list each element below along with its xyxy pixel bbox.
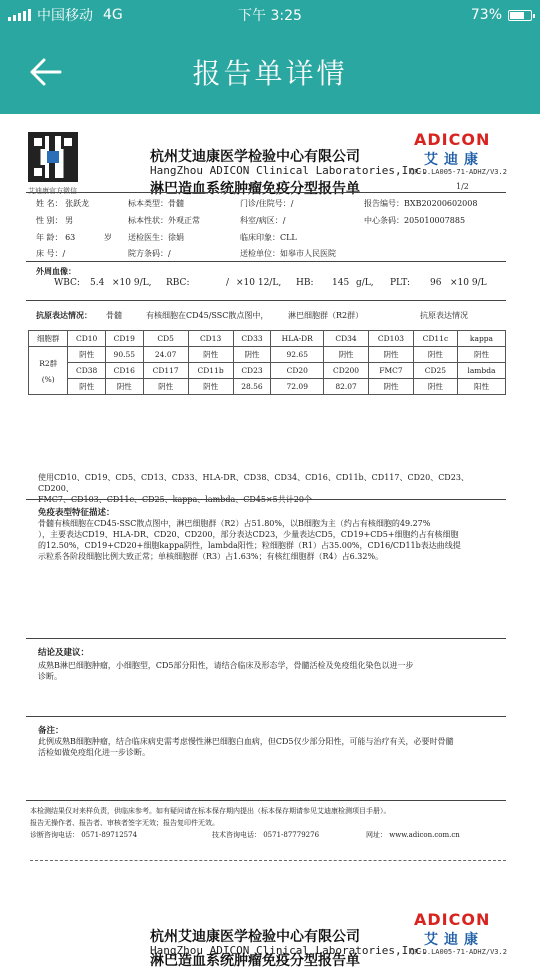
clock: 下午 3:25 <box>238 8 302 24</box>
website: 网址： www.adicon.com.cn <box>366 831 460 839</box>
plt-value: 96 <box>430 278 442 288</box>
table-cell: kappa <box>457 331 505 347</box>
back-arrow-icon[interactable] <box>26 54 66 90</box>
table-cell: 阴性 <box>369 379 414 395</box>
hb-value: 145 <box>332 278 350 288</box>
lab-name-en: HangZhou ADICON Clinical Laboratories,Inc. <box>150 164 429 177</box>
group-label: R2群 <box>39 358 58 368</box>
antigen-heading: 抗原表达情况： <box>36 310 92 320</box>
note-line: 此例成熟B细胞肿瘤，结合临床病史需考虑慢性淋巴细胞白血病，但CD5仅少部分阳性，可能与治疗有关，必要时骨髓 <box>38 737 454 746</box>
table-cell: 24.07 <box>143 347 188 363</box>
antigen-group: 淋巴细胞群（R2群） <box>288 311 364 320</box>
hb-unit: g/L, <box>356 278 374 288</box>
group-cell <box>29 347 68 395</box>
page-title: 报告单详情 <box>192 57 348 90</box>
table-cell: 阴性 <box>413 347 457 363</box>
center-barcode: 205010007885 <box>404 216 466 225</box>
table-cell: CD10 <box>68 331 106 347</box>
status-bar <box>0 0 540 30</box>
immuno-line: ），主要表达CD19、HLA-DR、CD20、CD200，部分表达CD23，少量表达CD5，CD19+CD5+细胞约占有核细胞 <box>38 530 459 539</box>
field-label: 中心条码： <box>364 216 404 225</box>
note-heading: 备注： <box>38 726 64 736</box>
table-cell: 72.09 <box>271 379 324 395</box>
p2-logo-en: ADICON <box>414 910 491 929</box>
diag-phone: 诊断咨询电话： 0571-89712574 <box>30 831 138 839</box>
report-title: 淋巴造血系统肿瘤免疫分型报告单 <box>150 181 360 197</box>
table-row <box>29 347 506 363</box>
table-cell: 阴性 <box>188 379 233 395</box>
patient-age: 63 <box>65 233 76 242</box>
table-cell: 阴性 <box>457 347 505 363</box>
logo-cn: 艾迪康 <box>424 152 484 168</box>
table-cell: CD117 <box>143 363 188 379</box>
battery-percent: 73% <box>470 7 502 23</box>
blood-heading: 外周血像： <box>36 266 76 276</box>
nav-bar <box>0 30 540 114</box>
table-row <box>29 331 506 347</box>
qr-code-icon <box>28 132 78 182</box>
hospital-barcode: / <box>168 249 171 258</box>
wbc-value: 5.4 <box>90 278 105 288</box>
table-cell: CD11b <box>188 363 233 379</box>
ward: / <box>282 216 286 225</box>
table-cell: 92.65 <box>271 347 324 363</box>
patient-sex: 男 <box>65 216 74 225</box>
wbc-unit: ×10 9/L, <box>112 278 152 288</box>
markers-line: FMC7、CD103、CD11c、CD25、kappa、lambda、CD45×5共计20个 <box>38 495 312 504</box>
wbc-label: WBC: <box>54 278 80 288</box>
table-cell: HLA-DR <box>271 331 324 347</box>
table-cell: 阴性 <box>105 379 143 395</box>
field-label: 临床印象： <box>240 233 280 242</box>
immuno-line: 骨髓有核细胞在CD45-SSC散点图中，淋巴细胞群（R2）占51.80%，以B细胞为主（约占有核细胞的49.27% <box>38 519 431 528</box>
table-cell: CD34 <box>324 331 369 347</box>
table-cell: CD16 <box>105 363 143 379</box>
conclusion-text <box>38 660 494 682</box>
conclusion-line: 成熟B淋巴细胞肿瘤，小细胞型，CD5部分阳性，请结合临床及形态学，骨髓活检及免疫组化染色以进一步 <box>38 661 414 670</box>
plt-label: PLT: <box>390 278 411 288</box>
adicon-logo <box>414 130 496 169</box>
disclaimer: 本检测结果仅对来样负责，供临床参考。如有疑问请在标本保存期内提出（标本保存期请参见艾迪康检测项目手册）。 <box>30 807 391 815</box>
note-line: 活检如做免疫组化进一步诊断。 <box>38 748 150 757</box>
clinical-impression: CLL <box>280 233 297 242</box>
field-label: 送检单位： <box>240 249 280 258</box>
specimen-type: 骨髓 <box>168 199 184 208</box>
field-label: 姓 名： <box>36 199 63 208</box>
table-cell: CD5 <box>143 331 188 347</box>
conclusion-line: 诊断。 <box>38 672 62 681</box>
table-cell: CD103 <box>369 331 414 347</box>
outpatient-no: / <box>290 199 294 208</box>
p2-adicon-logo <box>414 910 496 949</box>
field-label: 标本性状： <box>128 216 168 225</box>
signer-note: 报告无操作者、报告者、审核者签字无效；报告复印件无效。 <box>30 819 219 827</box>
immuno-desc <box>38 518 494 562</box>
p2-lab-name-cn: 杭州艾迪康医学检验中心有限公司 <box>150 929 360 945</box>
field-label: 性 别： <box>36 216 63 225</box>
p2-report-title: 淋巴造血系统肿瘤免疫分型报告单 <box>150 953 360 969</box>
antigen-desc: 有核细胞在CD45/SSC散点图中， <box>146 311 269 320</box>
table-cell: 阴性 <box>143 379 188 395</box>
blood-values <box>26 272 506 294</box>
p2-logo-cn: 艾迪康 <box>424 932 484 948</box>
patient-name: 张跃龙 <box>65 199 90 208</box>
table-row <box>29 363 506 379</box>
rbc-value: / <box>226 278 230 288</box>
table-cell: 阴性 <box>324 347 369 363</box>
table-row <box>29 379 506 395</box>
table-cell: FMC7 <box>369 363 414 379</box>
field-label: 报告编号： <box>364 199 404 208</box>
table-cell: CD25 <box>413 363 457 379</box>
hospital: 如皋市人民医院 <box>280 249 336 258</box>
table-cell: 细胞群 <box>29 331 68 347</box>
table-cell: CD20 <box>271 363 324 379</box>
field-label: 院方条码： <box>128 249 168 258</box>
table-cell: CD33 <box>233 331 271 347</box>
immuno-line: 示粒系各阶段细胞比例大致正常；单核细胞群（R3）占1.63%；有核红细胞群（R4）占6.32%。 <box>38 552 384 561</box>
page-number: 1/2 <box>456 182 469 191</box>
rbc-label: RBC: <box>166 278 190 288</box>
form-code: QR-D.LA005-71-ADHZ/V3.2 <box>410 168 507 176</box>
immuno-heading: 免疫表型特征描述： <box>38 508 115 518</box>
table-cell: CD19 <box>105 331 143 347</box>
table-cell: 阴性 <box>369 347 414 363</box>
battery-icon <box>508 10 532 21</box>
table-cell: lambda <box>457 363 505 379</box>
markers-line: 使用CD10、CD19、CD5、CD13、CD33、HLA-DR、CD38、CD34、CD16、CD11b、CD117、CD20、CD23、CD200、 <box>38 473 469 493</box>
table-cell: 阳性 <box>457 379 505 395</box>
hb-label: HB: <box>296 278 314 288</box>
table-cell: CD200 <box>324 363 369 379</box>
specimen-state: 外观正常 <box>168 216 200 225</box>
network-type: 4G <box>103 7 123 23</box>
table-cell: 阴性 <box>68 379 106 395</box>
immuno-line: 的12.50%，CD19+CD20+细胞kappa阴性，lambda阳性；粒细胞群（R1）占35.00%，CD16/CD11b表达曲线提 <box>38 541 461 550</box>
table-cell: 阴性 <box>413 379 457 395</box>
table-cell: CD11c <box>413 331 457 347</box>
table-cell: CD38 <box>68 363 106 379</box>
logo-en: ADICON <box>414 130 491 149</box>
carrier-name: 中国移动 <box>37 8 93 24</box>
plt-unit: ×10 9/L <box>450 278 487 288</box>
rbc-unit: ×10 12/L, <box>236 278 282 288</box>
table-cell: 阴性 <box>188 347 233 363</box>
table-cell: CD23 <box>233 363 271 379</box>
antigen-specimen: 骨髓 <box>106 311 122 320</box>
table-cell: 28.56 <box>233 379 271 395</box>
field-label: 门诊/住院号： <box>240 199 291 208</box>
signal-icon <box>8 9 31 21</box>
doctor: 徐娟 <box>168 233 184 242</box>
conclusion-heading: 结论及建议： <box>38 648 90 658</box>
field-label: 科室/病区： <box>240 216 283 225</box>
field-label: 送检医生： <box>128 233 168 242</box>
table-cell: 90.55 <box>105 347 143 363</box>
table-cell: 阴性 <box>68 347 106 363</box>
age-unit: 岁 <box>104 233 112 242</box>
p2-form-code: QR-D.LA005-71-ADHZ/V3.2 <box>410 948 507 956</box>
note-text <box>38 736 494 758</box>
lab-name-cn: 杭州艾迪康医学检验中心有限公司 <box>150 149 360 165</box>
report-document[interactable] <box>0 114 540 969</box>
table-cell: CD13 <box>188 331 233 347</box>
antigen-table <box>28 330 506 395</box>
report-no: BXB20200602008 <box>404 199 478 208</box>
table-cell: 82.07 <box>324 379 369 395</box>
field-label: 标本类型： <box>128 199 168 208</box>
markers-used <box>38 472 494 505</box>
tech-phone: 技术咨询电话： 0571-87779276 <box>212 831 320 839</box>
qr-caption: 艾迪康官方微信 <box>28 187 77 195</box>
field-label: 年 龄： <box>36 233 63 242</box>
field-label: 床 号： <box>36 249 63 258</box>
p2-lab-name-en: HangZhou ADICON Clinical Laboratories,Inc. <box>150 944 429 957</box>
bed-no: / <box>62 249 66 258</box>
table-cell: 阴性 <box>233 347 271 363</box>
antigen-tail: 抗原表达情况 <box>420 311 468 320</box>
group-unit: (%) <box>41 374 55 384</box>
